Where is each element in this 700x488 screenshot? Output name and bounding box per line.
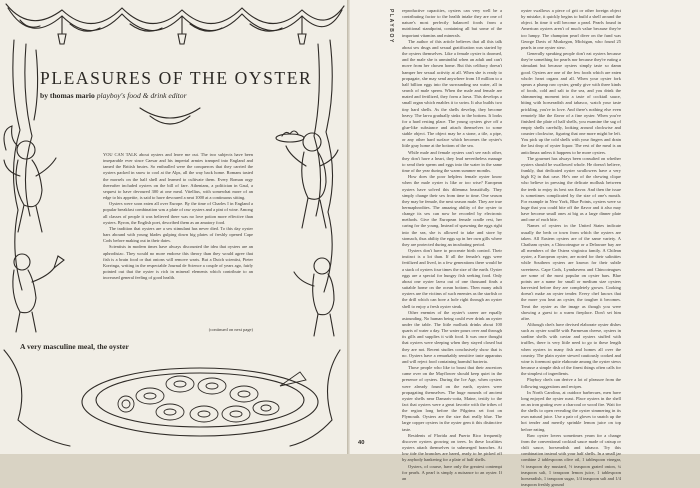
paragraph: Names of oysters in the United States indicate usually the beds or town from which the oysters are taken. All Eastern oysters are of the same variety. A Chatham oyster, a Chincoteague or a Delaware bay are all members of the Ostrea virginica family. A Chilean oyster, a European oyster, are noted for their salinities while Southern oysters are known for their subtle sweetness. Cape Cods, Lynnhavens and Chincoteagues are some of the most popular on oyster bars. Blue points are a name for small or medium size oysters harvested before they are completely grown. Cooking doesn't make an oyster tender. Every chef knows that the more you heat an oyster, the tougher it becomes. Treat the oyster as the image as though you were showing a guest to a warm fireplace. Don't set him afire. [521, 223, 621, 321]
folio-magazine-name: PLAYBOY [388, 9, 394, 44]
paragraph: Oysters, of course, have only the greatest contempt for pearls. A pearl is simply a nuisance to an oyster. If an [402, 463, 502, 481]
paragraph: Other enemies of the oyster's career are equally astounding. No human being could ever drink an oyster under the table. The little mollusk drinks about 100 quarts of water a day. The water pours over and through its gills and supplies it with food. It was once thought that oysters were sleeping when they stayed closed but they are not. Recent studies conclusively show that is no. Oysters have a remarkably sensitive taste apparatus and will reject food containing harmful bacteria. [402, 309, 502, 364]
paragraph: Residents of Florida and Puerto Rico frequently discover oysters growing on trees. In these localities oysters attach themselves to submerged branches. At low tide the branches are bared, ready to be picked off by anybody hankering for a plate of half shells. [402, 432, 502, 463]
author-role: playboy's food & drink editor [96, 91, 187, 100]
paragraph: How does the poor helpless female oyster know when the male oyster is like or too wise? European oysters have solved this dilemma beautifully. They simply change their sex from time to time. One season they may be female, the next season male. They are true hermaphrodites. The amazing ability of the oyster to change its sex can now be recorded by electronic methods. Give the European female cradle rest, her caring for the young. Instead of spawning the eggs right into the sea, she is allowed to take and store by stomach, thus ability the eggs up in her own gills where they are protected during an incubating period. [402, 174, 502, 247]
paragraph: Although chefs have devised elaborate oyster dishes such as oyster soufflé with Parmesan cheese, oysters in sardine shells with caviar and oysters stuffed with truffles, there is very little need to go to these length when oysters in many fish and homes all over the country. The plain oyster stewed cautiously cooked and wine is foremost quite elaborate among the oyster stews because a simple dish of the finest things often calls for the simplest of ingredients. [521, 321, 621, 377]
page-number: 40 [358, 440, 365, 446]
paragraph: Those people who like to boast that their ancestors came over on the Mayflower should keep quiet in the presence of oysters. During the Ice Age, when oysters were already found on the earth, oysters were propagating themselves. The huge mounds of ancient oyster shells near Damaris-cotta, Maine, testify to the fact that oysters were a great favorite with the tribes of the region long before the Pilgrims set foot on Plymouth. Oysters are the size that really blue. The large copper oysters in the oyster gem it this distinctive taste. [402, 365, 502, 432]
article-title: PLEASURES OF THE OYSTER [40, 68, 313, 88]
paragraph: The gourmet has always been consulted on whether oysters should be swallowed whole. He doesn't believe, frankly, that dedicated oyster swallowers have a very high IQ in that case. He's one of the chewing clique who believe in pressing the delicate mollusk between the teeth to enjoy its best sea flavor. And then the issue is sometimes complicated by the size of one's mouth. For example in New York, Blue Points, oysters were so huge that you could bite off the flavor and it also may have become small ones at big as a large dinner plate and one of each bite. [521, 155, 621, 223]
paragraph: While male and female oysters can't see each other, they don't have a heart, they lead nevertheless manage to send their sperm and eggs into the water in the same time of the year during the warm summer months. [402, 149, 502, 174]
left-page [0, 0, 347, 454]
paragraph: Oysters were soon eaten all over Europe. By the time of Charles I in England a popular breakfast combination was a plate of raw oysters and a pint of wine. Among all classes of people it was believed there was no love potion more effective than oysters. Byron, the English poet, described them as an amatory food. [103, 201, 253, 225]
author-name: by thomas mario [40, 91, 95, 100]
paragraph: Raw oyster lovers sometimes yearn for a change from the conventional cocktail sauce made of catsup or chili sauce, horseradish and tabasco. Try this combination instead with your half shells. In a small jar combine 2 tablespoons olive oil, 1 tablespoon vinegar, ½ teaspoon dry mustard, ½ teaspoon grated onion, ¼ teaspoon salt, 1 teaspoon lemon juice, 1 tablespoon horseradish, 1 teaspoon sugar, 1/4 teaspoon salt and 1/4 teaspoon freshly ground [521, 432, 621, 488]
paragraph: The tradition that oysters are a sex stimulant has never died. To this day oyster bars abound with young blades gulping down big plates of freshly opened Cape Cods before making out in their dates. [103, 225, 253, 244]
paragraph: In North Carolina, at outdoor barbecues, men have long enjoyed the oyster roast. Place oysters in the shell on an iron grating over a charcoal or wood fire. Wait for the shells to open revealing the oyster simmering in its own natural juice. Use a pair of gloves to snatch up the hot tender and merrily sprinkle lemon juice on top before eating. [521, 389, 621, 432]
paragraph: The author of this article believes that all this talk about sex drugs and sexual gratification was started by the oysters themselves. Like a female oyster is doomed, and the male she is unmindful when an adult and can't move from her chosen home. But this celibacy doesn't hamper her sexual activity at all. When she is ready to propagate, she may send anywhere from 10 million to a half billion eggs into the surrounding sea water, all in search of male sperm. When the male and female are mated and fertilized, they form a larva. This develops a small organ which enables it to swim. It also builds two tiny hard shells. As the shells develop, they become heavy. The larva gradually sinks to the bottom. It looks for a hard resting place. The young oysters give off a glue-like substance and attach themselves to some stable object. The object may be a stone, a tile, a pipe, or any other hard surface which becomes the oyster's little gray home at the bottom of the sea. [402, 38, 502, 149]
paragraph: Playboy chefs can derive a lot of pleasure from the following suggestions and recipes. [521, 377, 621, 389]
paragraph: Oysters don't have to procreate birth control. Their instinct is a lot than. If all the female's eggs were fertilized and lived, in a few generations there would be a stack of oysters four times the size of the earth. Oyster eggs are a special for hungry fish seeking food. Only about one oyster larva out of one thousand finds a suitable home on the ocean bottom. Then many adult oysters are the victims of such enemies as the starfish or the drill which can bore a hole right through an oyster shell to enjoy a fresh oyster steak. [402, 248, 502, 309]
illustration-caption: A very masculine meal, the oyster [20, 342, 129, 351]
article-column-left [103, 152, 253, 332]
paragraph: reproductive capacities, oysters can very well be a contributing factor to the health intake they are one of nature's most perfectly balanced foods from a nutritional standpoint, containing all but some of the important vitamins and minerals. [402, 8, 502, 38]
article-column-right [521, 8, 621, 488]
continued-note: (continued on next page) [208, 327, 253, 332]
paragraph: YOU CAN TALK about oysters and leave me out. The two subjects have been inseparable ever since Caesar and his imperial armies tramped into England and tamed the British brutes. So enthralled were the conquerors that they carried the oysters packed in snow to cool at the Alps, all the way back home. Romans tasted the morsels on the half shell and learned to cultivate them. Every Roman orgy thereafter included oysters on the bill of fare. Athenians, a politician in Gaul, a sequest to have devoured 300 at one meal. Vitellius, with somewhat more of an edge to his appetite, is said to have devoured a neat 1000 at a continuous sitting. [103, 152, 253, 201]
paragraph: Generally speaking people don't eat oysters because they're something for pearls nor because they're eating a stimulant but because oysters simply taste so damn good. Oysters are one of the few foods which are eaten whole: heart organs and all. When your oyster fork spears a plump raw oyster, gently give with three kinds of foods, cold and salt to the sea, and you drink the shimmering moment into a taste of cocktail sauce, biting with horseradish and tabasco, watch your taste prickling, you're in love. And there's nothing else even remotely like the flavor of a fine oyster. When you've finished the plate of half shells, you examine the sag of empty shells carefully, looking around clockwise and counter clockwise, figuring that one more might be left. You pick up the cold shells with your fingers and drain the last drop of oyster liquor. The rest of the meal is an anticlimax unless it happens to be more oysters. [521, 51, 621, 155]
article-column-middle [402, 8, 502, 481]
paragraph: Scientists in modern times have always discounted the idea that oysters are an aphrodisiac. They would no more endorse this theory than they would agree that fish is a brain food or that onions will remove warts. But a Dutch scientist, Pieter Korringa, writing in the respectable Journal de Science a couple of years ago, fairly pointed out that the oyster is rich in mineral elements which contribute to an increased general feeling of good health. [103, 244, 253, 281]
paragraph: oyster swallows a piece of grit or other foreign object by mistake, it quickly begins to build a shell around the object. In time it will become a pearl. Pearls found in American oysters aren't of much value because they're too lumpy. The champion pearl diver on the fund was George Davis of Muskegon, Michigan, who found 25 pearls in one oyster stew. [521, 8, 621, 50]
article-byline [40, 91, 330, 100]
